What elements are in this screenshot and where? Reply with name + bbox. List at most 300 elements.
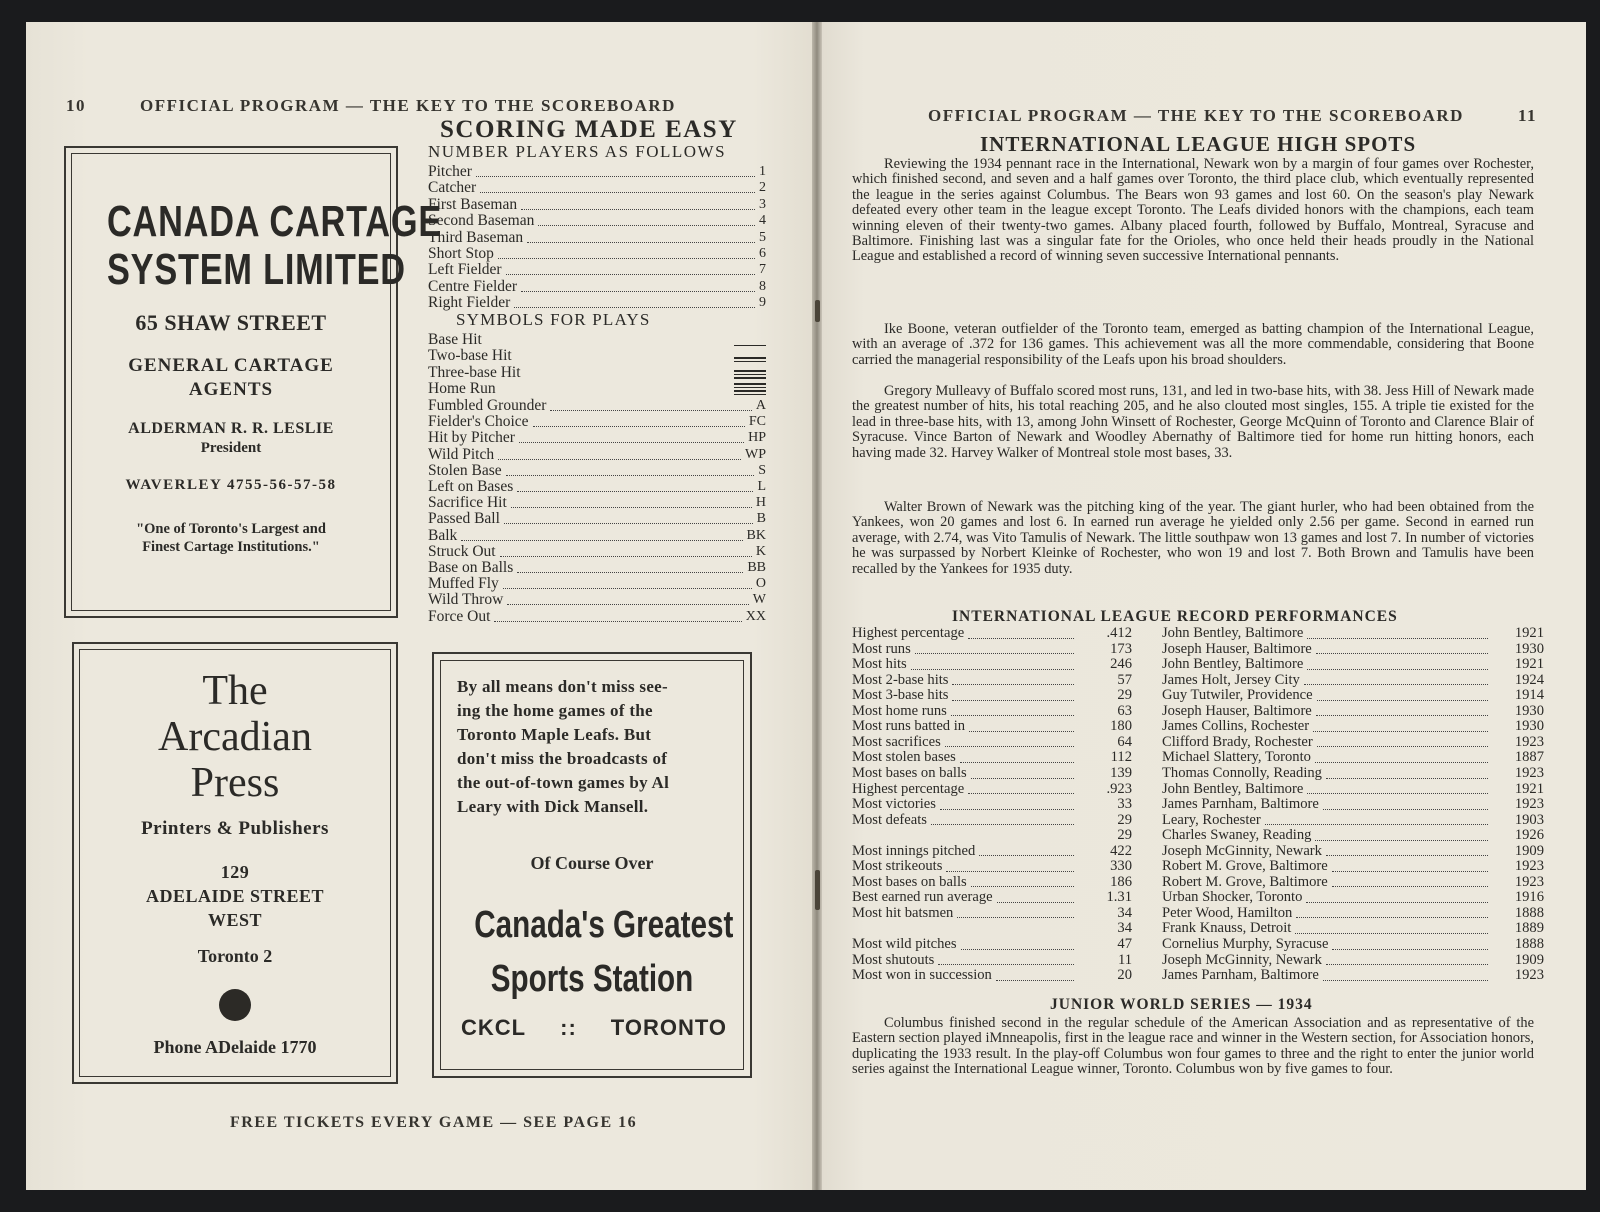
running-head: OFFICIAL PROGRAM — THE KEY TO THE SCOREBOARD xyxy=(928,106,1464,125)
dot-leader xyxy=(931,824,1074,825)
record-row xyxy=(852,797,1544,813)
record-value: 29 xyxy=(1117,687,1132,704)
record-holder: Peter Wood, Hamilton xyxy=(1162,904,1293,921)
dot-leader xyxy=(1265,824,1488,825)
play-symbol-row xyxy=(428,560,766,576)
dot-leader xyxy=(1295,933,1488,934)
record-row xyxy=(852,766,1544,782)
dot-leader xyxy=(1304,684,1488,685)
record-category: Most bases on balls xyxy=(852,873,967,890)
record-holder: James Collins, Rochester xyxy=(1162,718,1310,735)
row-label: Short Stop xyxy=(428,245,494,262)
ad-body-line: Toronto Maple Leafs. But xyxy=(457,725,652,744)
dot-leader xyxy=(498,258,755,259)
symbols-title: SYMBOLS FOR PLAYS xyxy=(456,310,651,329)
hit-line xyxy=(734,383,766,385)
row-value: FC xyxy=(748,414,766,430)
row-label: Muffed Fly xyxy=(428,575,499,593)
row-label: Left on Bases xyxy=(428,478,514,495)
ad-address: 65 SHAW STREET xyxy=(135,310,327,335)
row-label: Force Out xyxy=(428,607,491,625)
row-label: Balk xyxy=(428,526,458,544)
record-value: 47 xyxy=(1117,936,1132,952)
record-category: Most runs batted in xyxy=(852,718,966,735)
ad-headline: Sports Station xyxy=(490,958,694,1000)
play-symbol-row xyxy=(428,511,766,527)
record-row xyxy=(852,875,1544,891)
hit-lines-symbol xyxy=(734,365,766,381)
dot-leader xyxy=(952,684,1074,685)
record-row xyxy=(852,890,1544,906)
dot-leader xyxy=(996,980,1074,981)
record-category: Most runs xyxy=(852,640,911,657)
record-category: Most shutouts xyxy=(852,951,935,968)
record-value: .412 xyxy=(1106,625,1132,641)
row-value: 2 xyxy=(759,180,766,196)
dot-leader xyxy=(968,638,1074,639)
record-value: 34 xyxy=(1117,904,1132,921)
row-label: Home Run xyxy=(428,380,496,398)
row-value: 6 xyxy=(759,246,766,261)
dot-leader xyxy=(1306,902,1488,903)
record-row xyxy=(852,642,1544,658)
dot-leader xyxy=(940,809,1074,810)
dot-leader xyxy=(480,192,755,193)
row-label: Fumbled Grounder xyxy=(428,397,547,414)
record-value: 29 xyxy=(1117,811,1132,828)
row-label: Catcher xyxy=(428,179,477,197)
ad-phone: Phone ADelaide 1770 xyxy=(153,1037,317,1057)
record-value: 246 xyxy=(1110,656,1132,673)
dot-leader xyxy=(507,604,748,605)
dot-leader xyxy=(960,762,1074,763)
record-year: 1923 xyxy=(1514,967,1544,984)
row-label: Sacrifice Hit xyxy=(428,494,507,512)
row-label: Wild Throw xyxy=(428,591,504,609)
record-row xyxy=(852,657,1544,673)
scoring-title: SCORING MADE EASY xyxy=(440,116,738,143)
dot-leader xyxy=(504,523,753,524)
record-holder: Charles Swaney, Reading xyxy=(1162,827,1312,844)
record-year: 1921 xyxy=(1514,625,1544,641)
record-value: 173 xyxy=(1110,640,1132,657)
record-year: 1903 xyxy=(1514,811,1544,828)
record-category: Most home runs xyxy=(852,702,947,719)
row-value: 7 xyxy=(759,262,766,278)
hit-line xyxy=(734,387,766,389)
record-year: 1888 xyxy=(1514,936,1544,952)
record-holder: James Holt, Jersey City xyxy=(1162,671,1300,688)
row-label: Two-base Hit xyxy=(428,347,512,365)
dot-leader xyxy=(517,491,753,492)
record-value: 34 xyxy=(1117,920,1132,937)
record-category: Most hit batsmen xyxy=(852,904,954,921)
dot-leader xyxy=(1326,778,1488,779)
row-label: Centre Fielder xyxy=(428,277,518,295)
record-year: 1916 xyxy=(1514,889,1544,906)
record-holder: John Bentley, Baltimore xyxy=(1162,780,1304,797)
dot-leader xyxy=(951,715,1074,716)
record-year: 1926 xyxy=(1514,827,1544,844)
row-label: Struck Out xyxy=(428,542,496,560)
play-symbol-row xyxy=(428,576,766,592)
player-number-row xyxy=(428,164,766,180)
record-category: Most innings pitched xyxy=(852,842,976,859)
book-spine xyxy=(812,22,822,1190)
record-value: 29 xyxy=(1117,827,1132,844)
record-holder: Robert M. Grove, Baltimore xyxy=(1162,858,1328,875)
record-row xyxy=(852,937,1544,953)
dot-leader xyxy=(521,209,755,210)
ad-address-number: 129 xyxy=(220,862,250,882)
row-label: Right Fielder xyxy=(428,294,511,312)
article-paragraph: Reviewing the 1934 pennant race in the International, Newark won by a margin of four games over Rochester, which finished second, and seven and a half games over Toronto, the third place club, which eventually represented the league in the series against Columbus. The Bears won 93 games and lost 60. On the season's play Newark defeated every other team in the league except Toronto. The Leafs divided honors with the champions, each team winning eleven of their twenty-two games. Albany placed fourth, followed by Buffalo, Montreal, Syracuse and Baltimore. Finishing last was a singular fate for the Orioles, who once held their heads proudly in the National League and established a record of winning seven successive International pennants. xyxy=(852,156,1534,265)
running-head: OFFICIAL PROGRAM — THE KEY TO THE SCOREBOARD xyxy=(140,96,676,115)
record-year: 1924 xyxy=(1514,671,1544,688)
ad-slogan: Finest Cartage Institutions." xyxy=(142,539,320,555)
ad-body-line: ing the home games of the xyxy=(457,701,653,720)
record-value: 180 xyxy=(1110,718,1132,735)
dot-leader xyxy=(461,540,742,541)
dot-leader xyxy=(1332,871,1488,872)
dot-leader xyxy=(971,886,1074,887)
station-city: TORONTO xyxy=(610,1015,727,1040)
record-value: 112 xyxy=(1110,749,1132,766)
article-paragraph: Ike Boone, veteran outfielder of the Toronto team, emerged as batting champion of the International League, with an average of .372 for 136 games. This achievement was all the more commendable, considering that Boone carried the managerial responsibility of the Leafs upon his broad shoulders. xyxy=(852,321,1534,368)
hit-line xyxy=(734,357,766,359)
ad-body xyxy=(457,675,731,819)
player-number-row xyxy=(428,262,766,278)
record-category: Most bases on balls xyxy=(852,764,967,781)
ad-city: Toronto 2 xyxy=(197,946,273,966)
record-category: Most 3-base hits xyxy=(852,687,949,704)
page-number: 10 xyxy=(66,96,86,115)
dot-leader xyxy=(521,291,755,292)
dot-leader xyxy=(511,507,752,508)
staple xyxy=(815,870,820,910)
dot-leader xyxy=(969,731,1074,732)
ad-person: ALDERMAN R. R. LESLIE xyxy=(128,420,334,437)
row-value: W xyxy=(752,592,766,608)
record-category: Most sacrifices xyxy=(852,733,941,750)
records-title: INTERNATIONAL LEAGUE RECORD PERFORMANCES xyxy=(952,608,1398,625)
record-year: 1921 xyxy=(1514,780,1544,797)
record-year: 1930 xyxy=(1514,702,1544,719)
record-row xyxy=(852,750,1544,766)
dot-leader xyxy=(1296,917,1488,918)
record-holder: John Bentley, Baltimore xyxy=(1162,625,1304,641)
record-value: 20 xyxy=(1117,967,1132,984)
record-value: 57 xyxy=(1117,671,1132,688)
record-year: 1909 xyxy=(1514,951,1544,968)
ad-address-street: WEST xyxy=(207,910,263,930)
ad-body-line: don't miss the broadcasts of xyxy=(457,749,668,768)
record-category: Highest percentage xyxy=(852,625,965,641)
row-value: HP xyxy=(748,430,766,446)
dot-leader xyxy=(997,902,1074,903)
dot-leader xyxy=(1313,731,1488,732)
dot-leader xyxy=(527,242,755,243)
player-number-row xyxy=(428,180,766,196)
record-holder: Joseph McGinnity, Newark xyxy=(1162,951,1322,968)
page-footer: FREE TICKETS EVERY GAME — SEE PAGE 16 xyxy=(230,1114,638,1131)
dot-leader xyxy=(1316,653,1488,654)
dot-leader xyxy=(498,459,741,460)
dot-leader xyxy=(1323,980,1488,981)
play-symbol-row xyxy=(428,398,766,414)
dot-leader xyxy=(1307,793,1488,794)
station-call-sign: CKCL xyxy=(461,1015,527,1040)
player-number-row xyxy=(428,213,766,229)
play-symbol-row xyxy=(428,544,766,560)
row-value: H xyxy=(755,495,766,511)
record-value: .923 xyxy=(1106,780,1132,797)
dot-leader xyxy=(1326,964,1488,965)
record-row xyxy=(852,906,1544,922)
record-category: Most defeats xyxy=(852,811,927,828)
dot-leader xyxy=(1317,700,1488,701)
record-row xyxy=(852,953,1544,969)
row-label: Three-base Hit xyxy=(428,363,521,381)
row-value: BK xyxy=(746,527,766,543)
row-value: WP xyxy=(745,446,766,462)
row-label: Base on Balls xyxy=(428,559,514,576)
record-category: Best earned run average xyxy=(852,889,993,906)
dot-leader xyxy=(503,588,752,589)
record-category: Most strikeouts xyxy=(852,858,943,875)
article-paragraph: Gregory Mulleavy of Buffalo scored most runs, 131, and led in two-base hits, with 38. Jess Hill of Newark made the greatest number of hits, his total reaching 205, and he also clouted most singles, 155. A triple tie existed for the lead in three-base hits, with 13, among John Winsett of Rochester, George McQuinn of Toronto and Clarence Blair of Syracuse. Vince Barton of Newark and Woodley Abernathy of Baltimore tied for home run hitting honors, each having made 32. Harvey Walker of Montreal stole most bases, 33. xyxy=(852,383,1534,461)
player-number-row xyxy=(428,230,766,246)
row-label: Passed Ball xyxy=(428,510,500,528)
player-number-row xyxy=(428,246,766,262)
record-year: 1923 xyxy=(1514,733,1544,750)
play-symbol-row xyxy=(428,414,766,430)
record-row xyxy=(852,782,1544,798)
record-row xyxy=(852,704,1544,720)
dot-leader xyxy=(506,274,755,275)
record-category: Highest percentage xyxy=(852,780,965,797)
ad-service: GENERAL CARTAGE xyxy=(128,355,334,376)
dot-leader xyxy=(1307,638,1488,639)
record-row xyxy=(852,735,1544,751)
record-year: 1923 xyxy=(1514,796,1544,813)
record-holder: Clifford Brady, Rochester xyxy=(1162,733,1313,750)
row-value: 9 xyxy=(759,295,766,311)
record-year: 1923 xyxy=(1514,873,1544,890)
record-holder: Michael Slattery, Toronto xyxy=(1162,749,1311,766)
hit-line xyxy=(734,345,766,347)
row-label: Left Fielder xyxy=(428,261,502,279)
record-holder: Guy Tutwiler, Providence xyxy=(1162,687,1313,704)
ad-body-line: the out-of-town games by Al xyxy=(457,773,670,792)
record-holder: Urban Shocker, Toronto xyxy=(1162,889,1303,906)
dot-leader xyxy=(506,475,755,476)
ad-headline: Canada's Greatest xyxy=(474,904,734,946)
record-year: 1921 xyxy=(1514,656,1544,673)
record-row xyxy=(852,719,1544,735)
record-row xyxy=(852,968,1544,984)
dot-leader xyxy=(952,700,1074,701)
record-year: 1914 xyxy=(1514,687,1544,704)
row-value: 5 xyxy=(759,229,766,245)
play-symbol-row xyxy=(428,447,766,463)
play-symbol-row xyxy=(428,495,766,511)
hit-line xyxy=(734,374,766,376)
hit-lines-symbol xyxy=(734,348,766,364)
dot-leader xyxy=(538,225,755,226)
play-symbol-row xyxy=(428,479,766,495)
row-label: Fielder's Choice xyxy=(428,413,529,431)
dot-leader xyxy=(971,778,1074,779)
dot-leader xyxy=(494,621,741,622)
row-value: 8 xyxy=(759,278,766,294)
record-holder: James Parnham, Baltimore xyxy=(1162,967,1319,984)
ad-body-line: By all means don't miss see- xyxy=(457,677,668,696)
ad-headline: CANADA CARTAGE xyxy=(106,197,443,246)
record-category: Most won in succession xyxy=(852,967,992,984)
dot-leader xyxy=(1316,715,1488,716)
record-year: 1923 xyxy=(1514,764,1544,781)
hit-line xyxy=(734,377,766,379)
record-holder: Joseph Hauser, Baltimore xyxy=(1162,702,1312,719)
row-value: 4 xyxy=(759,213,766,229)
record-row xyxy=(852,813,1544,829)
record-category: Most stolen bases xyxy=(852,749,956,766)
ad-phone: WAVERLEY 4755-56-57-58 xyxy=(125,477,337,493)
row-value: K xyxy=(755,543,766,559)
hit-line xyxy=(734,390,766,392)
record-value: 11 xyxy=(1117,951,1132,968)
hit-symbol-row xyxy=(428,365,766,381)
article-paragraph: Walter Brown of Newark was the pitching king of the year. The giant hurler, who had been obtained from the Yankees, won 20 games and lost 6. In earned run average he yielded only 2.56 per game. Second in earned run average, with 2.74, was Vito Tamulis of Newark. The little southpaw won 13 games and lost 7. In number of victories he was surpassed by Norbert Kleinke of Rochester, who won 19 and lost 7. Both Brown and Tamulis have been recalled by the Yankees for 1935 duty. xyxy=(852,499,1534,577)
junior-series-title: JUNIOR WORLD SERIES — 1934 xyxy=(1050,996,1313,1013)
record-value: 186 xyxy=(1110,873,1132,890)
hit-line xyxy=(734,370,766,372)
row-label: Second Baseman xyxy=(428,212,535,230)
arcadian-press-ad xyxy=(72,642,398,1084)
record-year: 1887 xyxy=(1514,749,1544,766)
player-number-row xyxy=(428,197,766,213)
record-row xyxy=(852,626,1544,642)
hit-lines-symbol xyxy=(734,381,766,397)
article-title: INTERNATIONAL LEAGUE HIGH SPOTS xyxy=(980,132,1417,156)
record-row xyxy=(852,673,1544,689)
record-value: 63 xyxy=(1117,702,1132,719)
record-year: 1930 xyxy=(1514,718,1544,735)
dot-leader xyxy=(957,917,1074,918)
dot-leader xyxy=(1323,809,1488,810)
record-category: Most hits xyxy=(852,656,907,673)
row-label: Stolen Base xyxy=(428,461,502,479)
hit-symbol-row xyxy=(428,348,766,364)
ad-role: President xyxy=(200,440,262,456)
dot-leader xyxy=(1315,840,1488,841)
record-holder: Joseph McGinnity, Newark xyxy=(1162,842,1322,859)
record-year: 1930 xyxy=(1514,640,1544,657)
dot-leader xyxy=(550,410,751,411)
play-symbol-row xyxy=(428,609,766,625)
ad-headline: Arcadian xyxy=(158,714,312,760)
record-holder: Leary, Rochester xyxy=(1162,811,1261,828)
record-year: 1909 xyxy=(1514,842,1544,859)
record-value: 139 xyxy=(1110,764,1132,781)
record-category: Most victories xyxy=(852,796,936,813)
dot-leader xyxy=(1307,669,1488,670)
ckcl-radio-ad xyxy=(432,652,752,1078)
ad-tagline: Printers & Publishers xyxy=(141,818,329,839)
record-holder: John Bentley, Baltimore xyxy=(1162,656,1304,673)
dot-leader xyxy=(979,855,1074,856)
record-value: 1.31 xyxy=(1106,889,1132,906)
hit-line xyxy=(734,394,766,396)
record-year: 1889 xyxy=(1514,920,1544,937)
dot-leader xyxy=(1315,762,1488,763)
record-year: 1888 xyxy=(1514,904,1544,921)
staple xyxy=(815,300,820,322)
dot-leader xyxy=(1332,949,1488,950)
ad-service: AGENTS xyxy=(188,379,274,400)
dot-leader xyxy=(946,871,1074,872)
record-value: 33 xyxy=(1117,796,1132,813)
row-value: B xyxy=(756,511,766,527)
record-holder: James Parnham, Baltimore xyxy=(1162,796,1319,813)
row-label: Wild Pitch xyxy=(428,445,495,463)
row-value: A xyxy=(755,398,766,413)
record-row xyxy=(852,859,1544,875)
record-category: Most wild pitches xyxy=(852,936,957,952)
junior-series-paragraph: Columbus finished second in the regular schedule of the American Association and as representative of the Eastern section played iMnneapolis, first in the league race and winner in the Western section, for Association honors, duplicating the 1933 result. In the play-off Columbus won four games to three and the right to enter the junior world series against the International League winner, Toronto. Columbus won by five games to four. xyxy=(852,1015,1534,1078)
row-label: Hit by Pitcher xyxy=(428,429,515,447)
dot-leader xyxy=(517,572,743,573)
record-row xyxy=(852,921,1544,937)
dot-leader xyxy=(961,949,1074,950)
player-number-row xyxy=(428,279,766,295)
dot-leader xyxy=(500,556,752,557)
dot-leader xyxy=(1326,855,1488,856)
dot-leader xyxy=(915,653,1074,654)
record-holder: Thomas Connolly, Reading xyxy=(1162,764,1322,781)
play-symbol-row xyxy=(428,463,766,479)
row-value: L xyxy=(757,479,766,494)
record-category: Most 2-base hits xyxy=(852,671,949,688)
record-row xyxy=(852,688,1544,704)
dot-leader xyxy=(519,442,744,443)
dot-leader xyxy=(938,964,1074,965)
decorative-dot xyxy=(219,989,251,1021)
dot-leader xyxy=(1332,886,1488,887)
ad-headline: SYSTEM LIMITED xyxy=(106,245,406,294)
row-value: O xyxy=(755,576,766,592)
ad-headline: The xyxy=(202,668,268,714)
dot-leader xyxy=(476,176,755,177)
separator: :: xyxy=(560,1015,577,1040)
ad-slogan: "One of Toronto's Largest and xyxy=(136,521,326,537)
dot-leader xyxy=(911,669,1074,670)
ad-address-street: ADELAIDE STREET xyxy=(145,886,325,906)
row-value: BB xyxy=(747,560,766,575)
page-number: 11 xyxy=(1518,106,1538,125)
record-year: 1923 xyxy=(1514,858,1544,875)
record-value: 422 xyxy=(1110,842,1132,859)
row-label: Third Baseman xyxy=(428,228,524,246)
dot-leader xyxy=(1317,746,1488,747)
record-holder: Frank Knauss, Detroit xyxy=(1162,920,1292,937)
dot-leader xyxy=(533,426,745,427)
play-symbol-row xyxy=(428,592,766,608)
hit-symbol-row xyxy=(428,381,766,397)
ad-over: Of Course Over xyxy=(530,853,654,873)
ad-body-line: Leary with Dick Mansell. xyxy=(457,797,649,816)
